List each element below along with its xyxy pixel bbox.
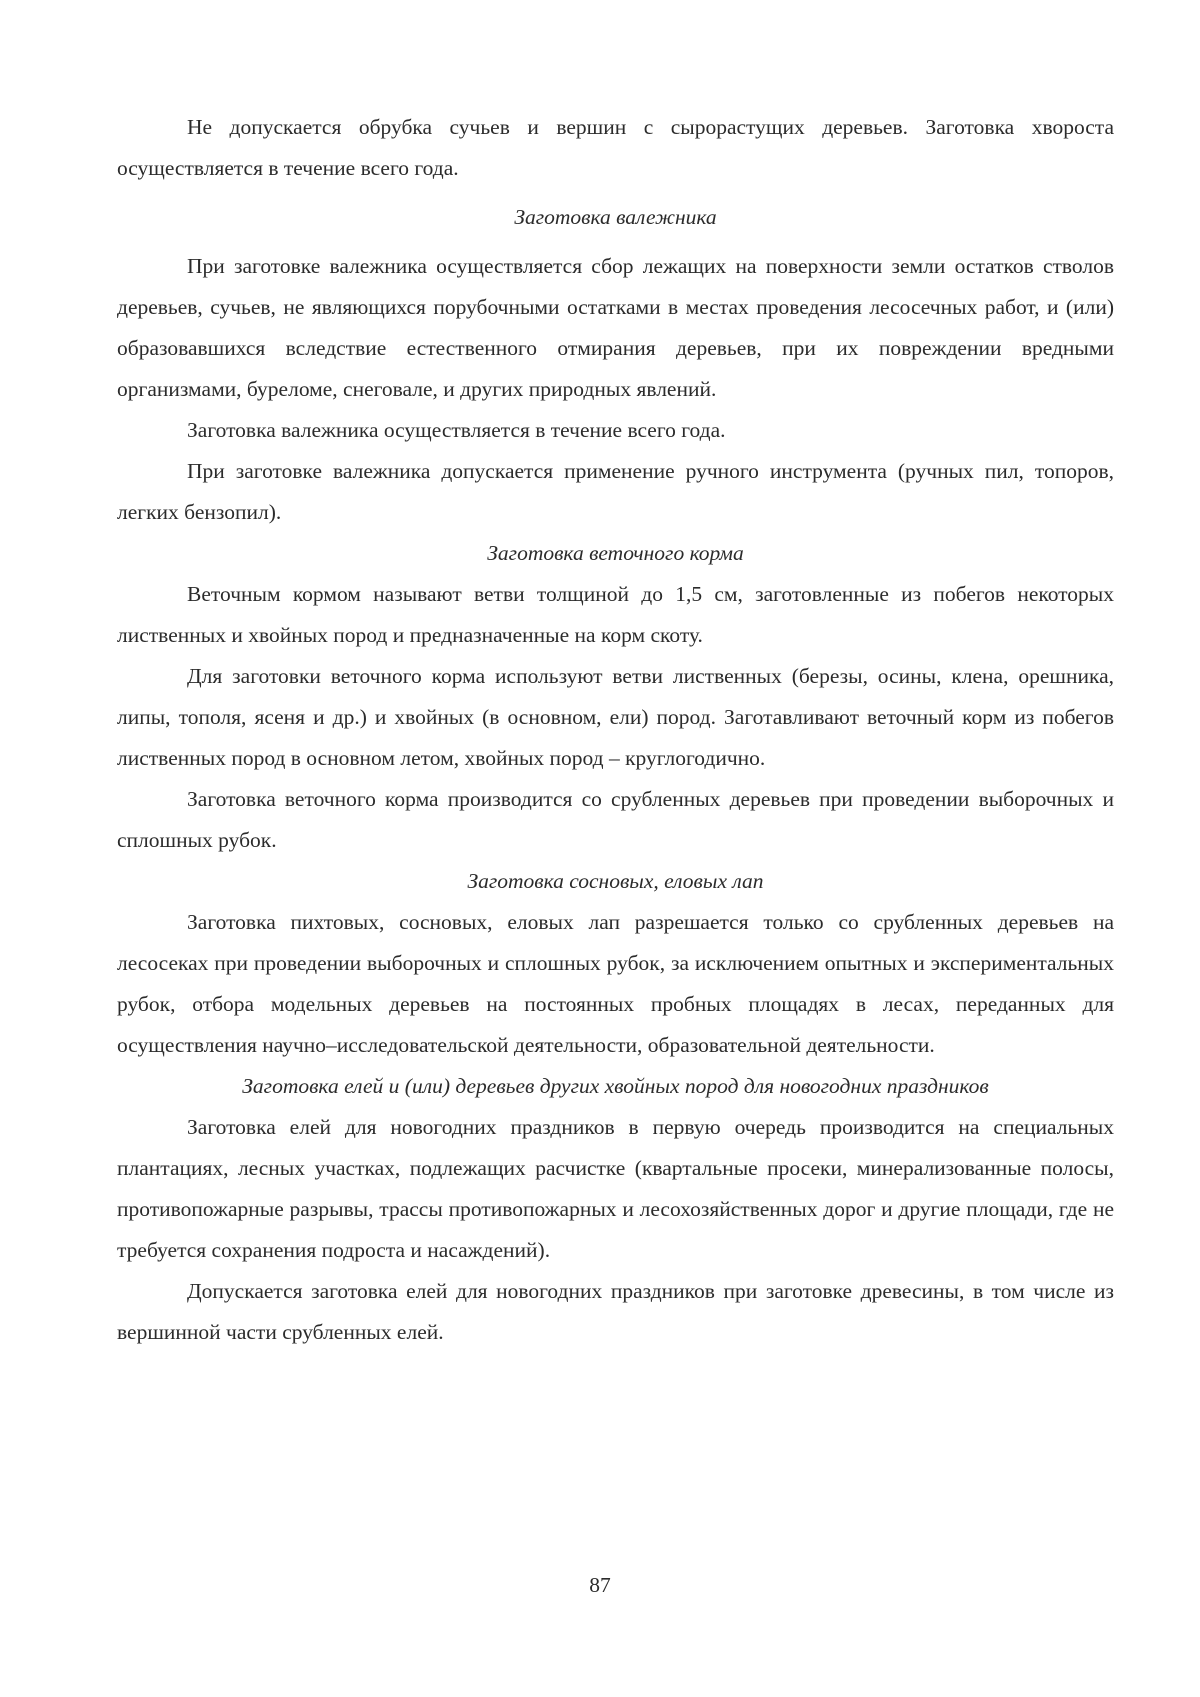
heading-conifer-branches: Заготовка сосновых, еловых лап <box>467 869 764 893</box>
paragraph-new-year-trees-1: Заготовка елей для новогодних праздников в первую очередь производится на специальных плантациях, лесных участках, подлежащих расчистке (квартальные просеки, минерализованные полосы, противопожарные разрывы, трассы противопожарных и лесохозяйственных дорог и другие площади, где не требуется сохранения подроста и насаждений). <box>117 1115 1114 1262</box>
paragraph-conifer-branches-1: Заготовка пихтовых, сосновых, еловых лап разрешается только со срубленных деревьев на лесосеках при проведении выборочных и сплошных рубок, за исключением опытных и экспериментальных рубок, отбора модельных деревьев на постоянных пробных площадях в лесах, переданных для осуществления научно–исследовательской деятельности, образовательной деятельности. <box>117 910 1114 1057</box>
heading-deadwood-harvesting: Заготовка валежника <box>514 205 717 229</box>
page-number: 87 <box>589 1573 611 1597</box>
paragraph-fodder-1: Веточным кормом называют ветви толщиной до 1,5 см, заготовленные из побегов некоторых лиственных и хвойных пород и предназначенные на корм скоту. <box>117 582 1114 647</box>
paragraph-deadwood-3: При заготовке валежника допускается применение ручного инструмента (ручных пил, топоров, легких бензопил). <box>117 459 1114 524</box>
heading-branch-fodder: Заготовка веточного корма <box>487 541 744 565</box>
paragraph-fodder-2: Для заготовки веточного корма используют ветви лиственных (березы, осины, клена, орешника, липы, тополя, ясеня и др.) и хвойных (в основном, ели) пород. Заготавливают веточный корм из побегов лиственных пород в основном летом, хвойных пород – круглогодично. <box>117 664 1114 770</box>
paragraph-intro: Не допускается обрубка сучьев и вершин с сырорастущих деревьев. Заготовка хвороста осуществляется в течение всего года. <box>117 115 1114 180</box>
paragraph-fodder-3: Заготовка веточного корма производится со срубленных деревьев при проведении выборочных и сплошных рубок. <box>117 787 1114 852</box>
paragraph-deadwood-1: При заготовке валежника осуществляется сбор лежащих на поверхности земли остатков стволов деревьев, сучьев, не являющихся порубочными остатками в местах проведения лесосечных работ, и (или) образовавшихся вследствие естественного отмирания деревьев, при их повреждении вредными организмами, буреломе, снеговале, и других природных явлений. <box>117 254 1114 401</box>
heading-new-year-trees: Заготовка елей и (или) деревьев других хвойных пород для новогодних праздников <box>242 1074 989 1098</box>
paragraph-deadwood-2: Заготовка валежника осуществляется в течение всего года. <box>187 418 726 442</box>
paragraph-new-year-trees-2: Допускается заготовка елей для новогодних праздников при заготовке древесины, в том числе из вершинной части срубленных елей. <box>117 1279 1114 1344</box>
